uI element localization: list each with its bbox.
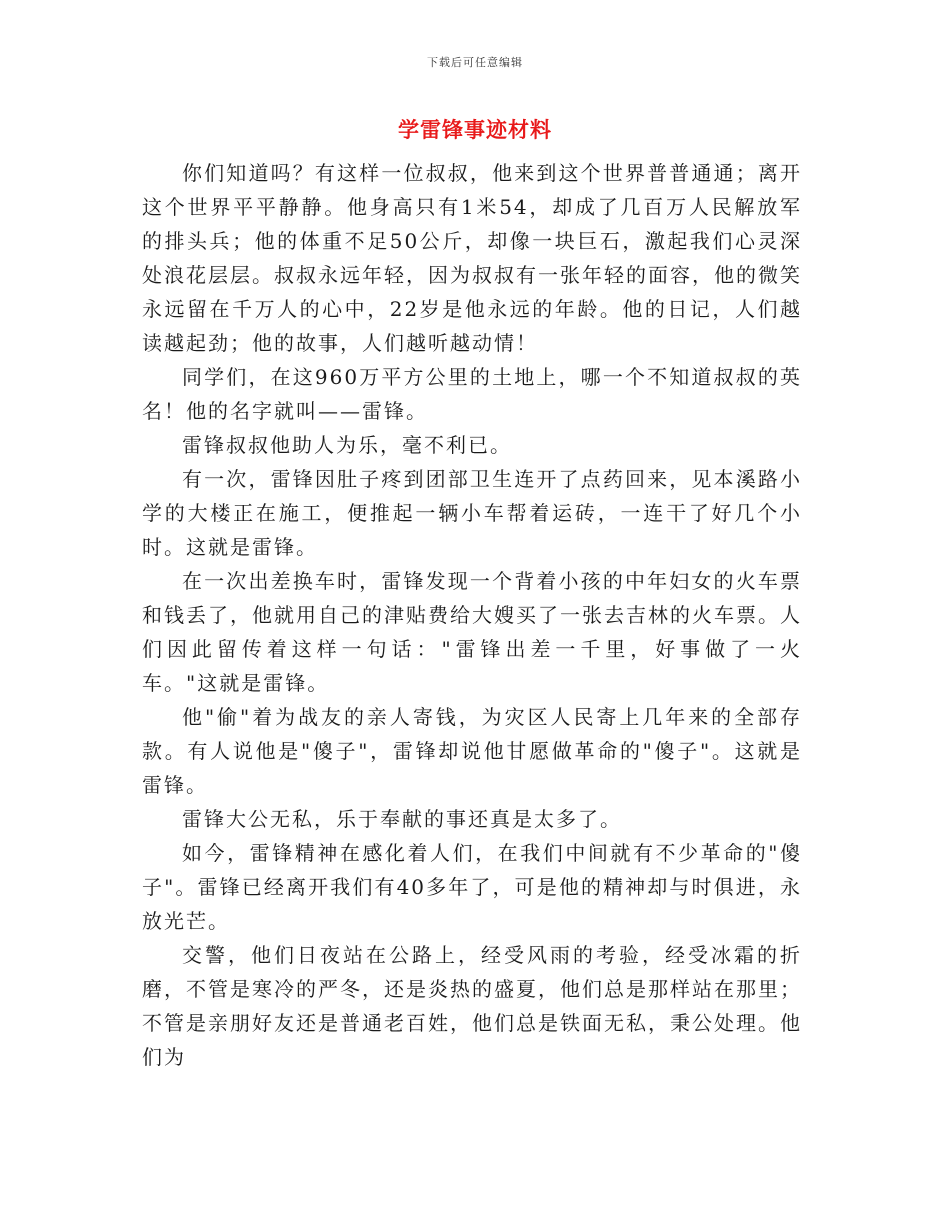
paragraph: 雷锋大公无私，乐于奉献的事还真是太多了。 [182,807,622,831]
paragraph: 如今，雷锋精神在感化着人们，在我们中间就有不少革命的"傻子"。雷锋已经离开我们有40多年了，可是他的精神却与时俱进，永放光芒。 [142,841,802,933]
paragraph: 你们知道吗？有这样一位叔叔，他来到这个世界普普通通；离开这个世界平平静静。他身高只有1米54，却成了几百万人民解放军的排头兵；他的体重不足50公斤，却像一块巨石，激起我们心灵深处浪花层层。叔叔永远年轻，因为叔叔有一张年轻的面容，他的微笑永远留在千万人的心中，22岁是他永远的年龄。他的日记，人们越读越起劲；他的故事，人们越听越动情！ [142,161,802,355]
document-body [142,156,802,1074]
paragraph: 交警，他们日夜站在公路上，经受风雨的考验，经受冰霜的折磨，不管是寒冷的严冬，还是炎热的盛夏，他们总是那样站在那里；不管是亲朋好友还是普通老百姓，他们总是铁面无私，秉公处理。他们为 [142,943,802,1069]
header-note: 下载后可任意编辑 [427,56,523,69]
paragraph: 在一次出差换车时，雷锋发现一个背着小孩的中年妇女的火车票和钱丢了，他就用自己的津贴费给大嫂买了一张去吉林的火车票。人们因此留传着这样一句话："雷锋出差一千里，好事做了一火车。"这就是雷锋。 [142,569,802,695]
paragraph: 同学们，在这960万平方公里的土地上，哪一个不知道叔叔的英名！他的名字就叫——雷锋。 [142,365,802,423]
paragraph: 他"偷"着为战友的亲人寄钱，为灾区人民寄上几年来的全部存款。有人说他是"傻子"，雷锋却说他甘愿做革命的"傻子"。这就是雷锋。 [142,705,802,797]
document-title: 学雷锋事迹材料 [398,118,552,142]
paragraph: 雷锋叔叔他助人为乐，毫不利已。 [182,433,512,457]
paragraph: 有一次，雷锋因肚子疼到团部卫生连开了点药回来，见本溪路小学的大楼正在施工，便推起一辆小车帮着运砖，一连干了好几个小时。这就是雷锋。 [142,467,802,559]
